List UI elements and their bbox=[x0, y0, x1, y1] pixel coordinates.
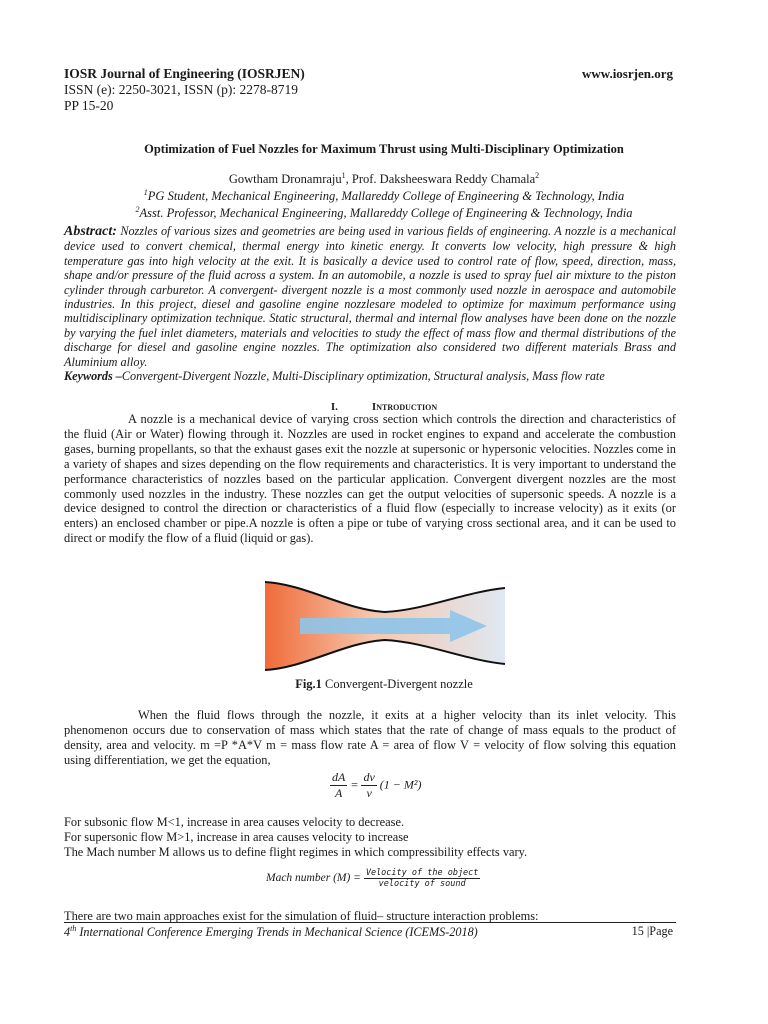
footer-conference-text: International Conference Emerging Trends in Mechanical Science (ICEMS-2018) bbox=[76, 925, 478, 940]
nozzle-figure bbox=[265, 580, 505, 672]
page-number: 15 |Page bbox=[631, 924, 673, 938]
affiliation-1 bbox=[0, 186, 768, 203]
area-velocity-equation bbox=[330, 770, 421, 801]
eq1-den-left: A bbox=[335, 786, 343, 800]
eq2-num: Velocity of the object bbox=[365, 868, 479, 878]
author-2-sup: 2 bbox=[535, 171, 540, 180]
affil-1-text: PG Student, Mechanical Engineering, Mallareddy College of Engineering & Technology, India bbox=[147, 189, 625, 204]
mach-number-equation bbox=[266, 868, 480, 889]
eq1-den-right: v bbox=[366, 786, 372, 800]
author-2: , Prof. Daksheeswara Reddy Chamala bbox=[345, 172, 536, 187]
flow-regime-lines bbox=[64, 815, 527, 860]
abstract bbox=[64, 224, 676, 383]
section-number: I. bbox=[330, 401, 338, 413]
figure-caption-text: Convergent-Divergent nozzle bbox=[321, 677, 473, 691]
eq1-tail: (1 − M²) bbox=[379, 777, 422, 792]
eq1-num-left: dA bbox=[332, 770, 346, 784]
journal-website[interactable]: www.iosrjen.org bbox=[582, 66, 673, 81]
abstract-label: Abstract: bbox=[64, 224, 117, 239]
affil-1-sup: 1 bbox=[143, 188, 148, 198]
mach-line: The Mach number M allows us to define flight regimes in which compressibility effects vary. bbox=[64, 844, 528, 859]
eq2-fraction bbox=[364, 868, 481, 889]
keywords-text: Convergent-Divergent Nozzle, Multi-Disciplinary optimization, Structural analysis, Mass flow rate bbox=[121, 369, 605, 384]
fsi-paragraph: There are two main approaches exist for the simulation of fluid– structure interaction problems: bbox=[64, 909, 539, 923]
eq1-num-right: dv bbox=[363, 770, 375, 784]
figure-caption bbox=[0, 677, 768, 692]
author-line bbox=[0, 169, 768, 186]
affiliation-2 bbox=[0, 203, 768, 220]
footer-rule bbox=[64, 922, 676, 923]
affil-2-text: Asst. Professor, Mechanical Engineering, Mallareddy College of Engineering & Technology, India bbox=[139, 206, 633, 221]
figure-label: Fig.1 bbox=[295, 677, 322, 691]
eq1-equals: = bbox=[350, 777, 359, 792]
abstract-text: Nozzles of various sizes and geometries are being used in various fields of engineering. A nozzle is a mechanical device used to convert chemical, thermal energy into kinetic energy. It converts low velocity, high pressure & high temperature gas into high velocity at the exit. It is basically a device used to control rate of flow, speed, direction, mass, shape and/or pressure of the fluid across a system. In an automobile, a nozzle is used to spray fuel air mixture to the piston cylinder through carburetor. A convergent- divergent nozzle is a most commonly used nozzle in aerospace and automobile industries. In this project, diesel and gasoline engine nozzlesare modeled to optimize for maximum performance using multidisciplinary optimization technique. Static structural, thermal and internal flow analyses have been done on the nozzle by varying the fuel inlet diameters, materials and velocities to study the effect of mass flow and thermal distributions of the discharge for diesel and gasoline engine nozzles. The optimization also considered two different materials Brass and Aluminium alloy. bbox=[64, 224, 677, 369]
eq1-fraction-left bbox=[330, 770, 347, 801]
affil-2-sup: 2 bbox=[135, 205, 140, 215]
footer-lead: 4 bbox=[64, 925, 71, 940]
supersonic-line: For supersonic flow M>1, increase in area causes velocity to increase bbox=[64, 829, 409, 844]
footer-sup: th bbox=[70, 924, 77, 933]
journal-name: IOSR Journal of Engineering (IOSRJEN) bbox=[64, 66, 305, 81]
eq2-den: velocity of sound bbox=[378, 879, 466, 889]
subsonic-line: For subsonic flow M<1, increase in area causes velocity to decrease. bbox=[64, 815, 405, 829]
issn-line: ISSN (e): 2250-3021, ISSN (p): 2278-8719 bbox=[64, 82, 298, 97]
eq1-fraction-right bbox=[361, 770, 376, 801]
page-range: PP 15-20 bbox=[64, 98, 114, 113]
author-1-sup: 1 bbox=[341, 171, 346, 180]
paper-title: Optimization of Fuel Nozzles for Maximum Thrust using Multi-Disciplinary Optimization bbox=[144, 142, 624, 156]
author-block bbox=[0, 169, 768, 220]
journal-header bbox=[64, 66, 305, 114]
footer-conference bbox=[64, 924, 478, 940]
section-title: Introduction bbox=[371, 401, 438, 413]
mass-flow-paragraph: When the fluid flows through the nozzle, it exits at a higher velocity than its inlet velocity. This phenomenon occurs due to conservation of mass which states that the rate of change of mass equals to the product of density, area and velocity. m =P *A*V m = mass flow rate A = area of flow V = velocity of flow solving this equation using differentiation, we get the equation, bbox=[64, 708, 676, 767]
keywords-label: Keywords – bbox=[64, 369, 122, 384]
eq2-lhs: Mach number (M) = bbox=[266, 872, 361, 885]
author-1: Gowtham Dronamraju bbox=[228, 172, 342, 187]
intro-paragraph: A nozzle is a mechanical device of varying cross section which controls the direction and characteristics of the fluid (Air or Water) flowing through it. Nozzles are used in rocket engines to expand and accelerate the combustion gases, burning propellants, so that the exhaust gases exit the nozzle at supersonic or hypersonic velocities. Nozzles come in a variety of shapes and sizes depending on the flow requirements and characteristics. It is very important to understand the performance characteristics of nozzles based on the particular application. Convergent divergent nozzles are the most commonly used nozzles in the industry. These nozzles can get the output velocities of supersonic speeds. A nozzle is a device designed to control the direction or characteristics of a fluid flow (especially to increase velocity) as it exits (or enters) an enclosed chamber or pipe.A nozzle is often a pipe or tube of varying cross sectional area, and it can be used to direct or modify the flow of a fluid (liquid or gas). bbox=[64, 412, 676, 546]
